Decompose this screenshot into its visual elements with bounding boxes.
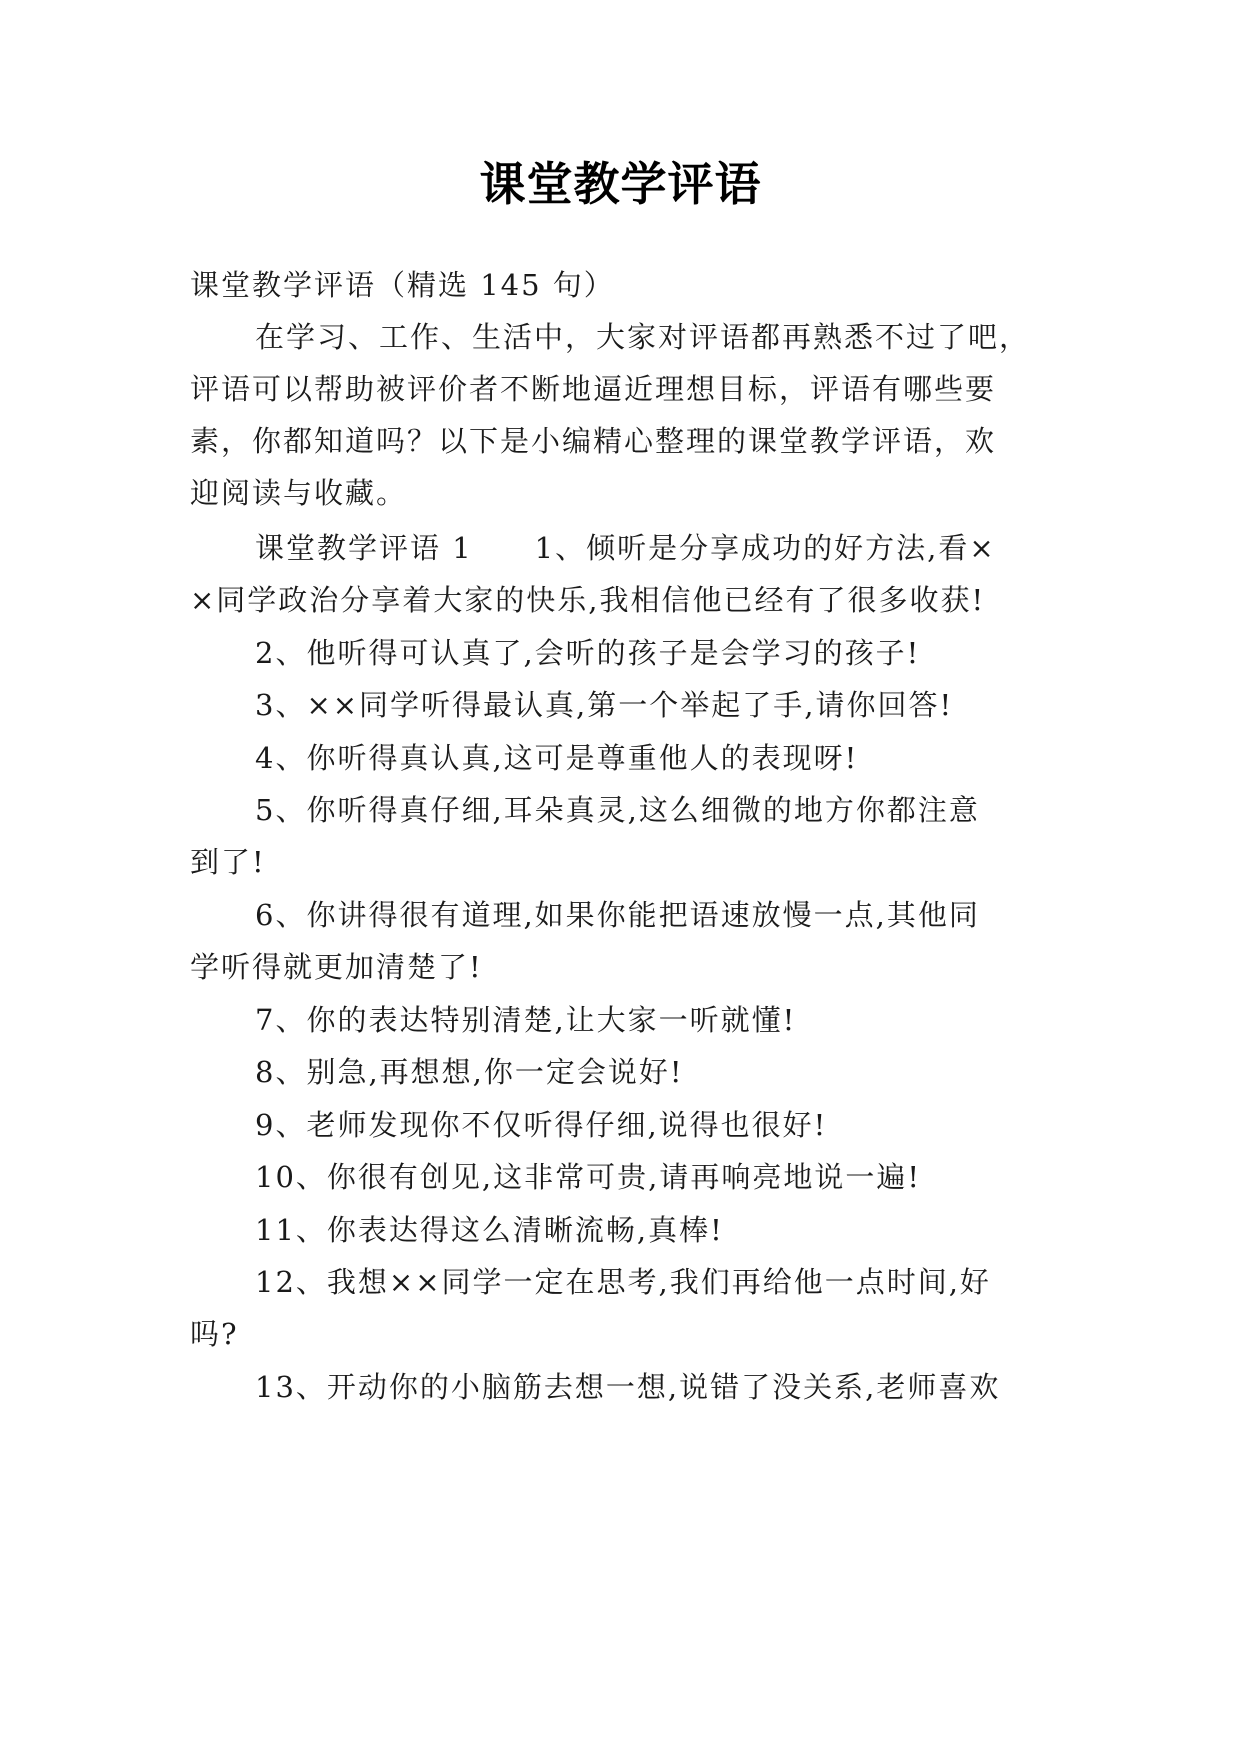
document-subtitle: 课堂教学评语（精选 145 句） (190, 268, 615, 302)
document-title: 课堂教学评语 (479, 157, 762, 211)
body-line: 13、开动你的小脑筋去想一想,说错了没关系,老师喜欢 (255, 1370, 1001, 1404)
body-line: ×同学政治分享着大家的快乐,我相信他已经有了很多收获! (190, 583, 986, 617)
body-line: 8、别急,再想想,你一定会说好! (255, 1055, 684, 1089)
body-line: 到了! (190, 845, 266, 879)
body-line: 3、××同学听得最认真,第一个举起了手,请你回答! (255, 688, 954, 722)
body-line: 6、你讲得很有道理,如果你能把语速放慢一点,其他同 (255, 898, 980, 932)
intro-line: 评语可以帮助被评价者不断地逼近理想目标，评语有哪些要 (190, 372, 997, 406)
body-line: 11、你表达得这么清晰流畅,真棒! (255, 1213, 724, 1247)
intro-line: 素，你都知道吗？以下是小编精心整理的课堂教学评语，欢 (190, 424, 997, 458)
intro-line: 迎阅读与收藏。 (190, 476, 408, 510)
body-line: 5、你听得真仔细,耳朵真灵,这么细微的地方你都注意 (255, 793, 980, 827)
body-line: 7、你的表达特别清楚,让大家一听就懂! (255, 1003, 797, 1037)
body-line: 12、我想××同学一定在思考,我们再给他一点时间,好 (255, 1265, 991, 1299)
body-line: 10、你很有创见,这非常可贵,请再响亮地说一遍! (255, 1160, 921, 1194)
body-line: 吗? (190, 1317, 239, 1351)
body-line: 2、他听得可认真了,会听的孩子是会学习的孩子! (255, 636, 921, 670)
body-line: 学听得就更加清楚了! (190, 950, 483, 984)
body-line: 9、老师发现你不仅听得仔细,说得也很好! (255, 1108, 828, 1142)
body-line: 4、你听得真认真,这可是尊重他人的表现呀! (255, 741, 859, 775)
section-heading-line: 课堂教学评语 1 1、倾听是分享成功的好方法,看× (255, 531, 996, 565)
intro-line: 在学习、工作、生活中，大家对评语都再熟悉不过了吧， (255, 320, 1031, 354)
